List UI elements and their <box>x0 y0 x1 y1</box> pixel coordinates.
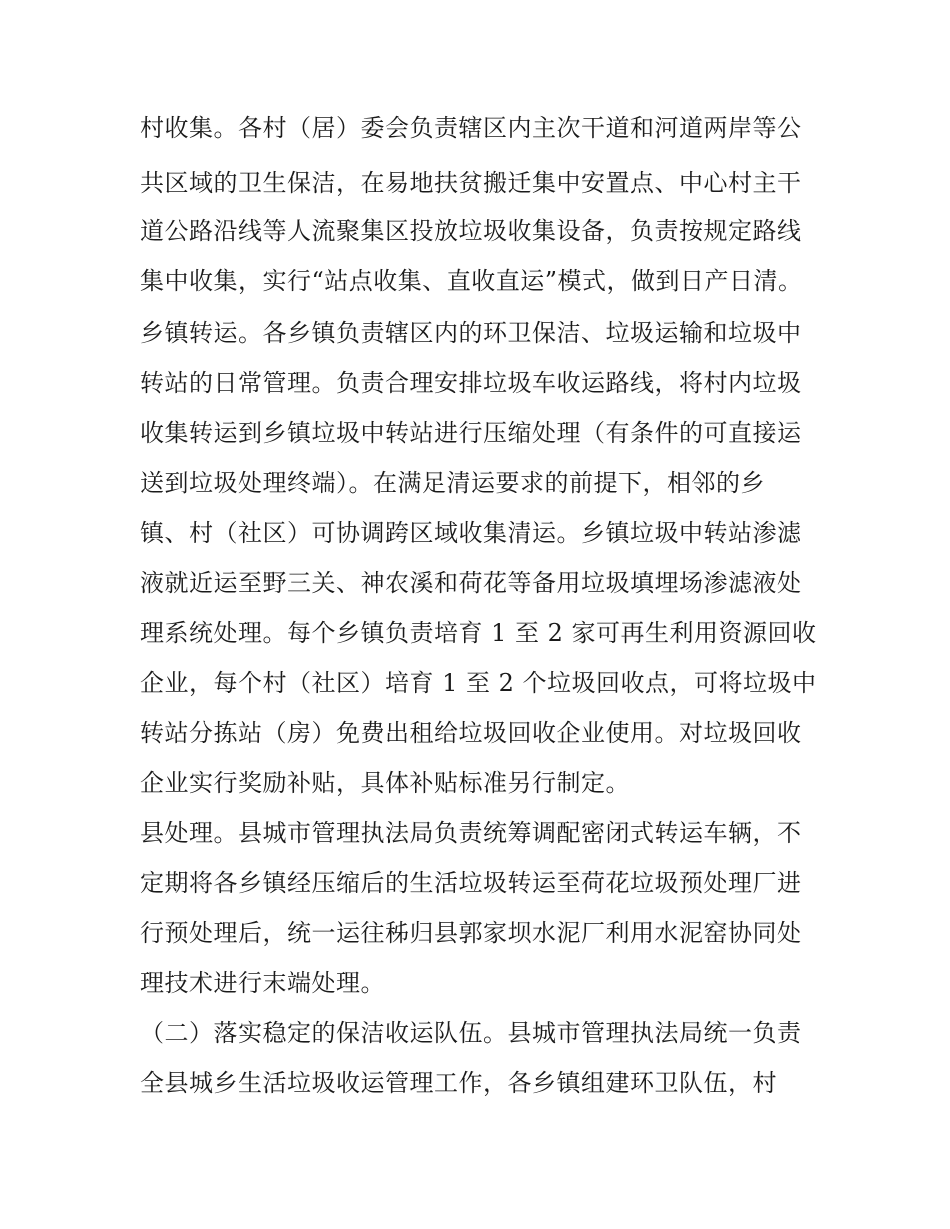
text-line: 道公路沿线等人流聚集区投放垃圾收集设备，负责按规定路线 <box>140 217 802 245</box>
text-line: 共区域的卫生保洁，在易地扶贫搬迁集中安置点、中心村主干 <box>140 169 802 197</box>
text-line: 村收集。各村（居）委会负责辖区内主次干道和河道两岸等公 <box>140 114 802 142</box>
text-line: 转站分拣站（房）免费出租给垃圾回收企业使用。对垃圾回收 <box>140 719 802 747</box>
text-line: 定期将各乡镇经压缩后的生活垃圾转运至荷花垃圾预处理厂进 <box>140 869 802 897</box>
text-line: 全县城乡生活垃圾收运管理工作，各乡镇组建环卫队伍，村 <box>140 1069 777 1097</box>
text-line: 理技术进行末端处理。 <box>140 969 385 997</box>
text-line: 液就近运至野三关、神农溪和荷花等备用垃圾填埋场渗滤液处 <box>140 569 802 597</box>
text-line: 送到垃圾处理终端）。在满足清运要求的前提下，相邻的乡 <box>140 469 765 497</box>
text-line: 收集转运到乡镇垃圾中转站进行压缩处理（有条件的可直接运 <box>140 419 802 447</box>
text-line: 理系统处理。每个乡镇负责培育 1 至 2 家可再生利用资源回收 <box>140 619 817 647</box>
text-line: 乡镇转运。各乡镇负责辖区内的环卫保洁、垃圾运输和垃圾中 <box>140 319 802 347</box>
text-line: 企业实行奖励补贴，具体补贴标准另行制定。 <box>140 769 630 797</box>
text-line: 企业，每个村（社区）培育 1 至 2 个垃圾回收点，可将垃圾中 <box>140 669 817 697</box>
text-line: （二）落实稳定的保洁收运队伍。县城市管理执法局统一负责 <box>140 1019 802 1047</box>
text-line: 集中收集，实行“站点收集、直收直运”模式，做到日产日清。 <box>140 267 803 295</box>
text-line: 转站的日常管理。负责合理安排垃圾车收运路线，将村内垃圾 <box>140 369 802 397</box>
text-line: 镇、村（社区）可协调跨区域收集清运。乡镇垃圾中转站渗滤 <box>140 519 802 547</box>
text-line: 县处理。县城市管理执法局负责统筹调配密闭式转运车辆，不 <box>140 819 802 847</box>
text-line: 行预处理后，统一运往秭归县郭家坝水泥厂利用水泥窑协同处 <box>140 919 802 947</box>
